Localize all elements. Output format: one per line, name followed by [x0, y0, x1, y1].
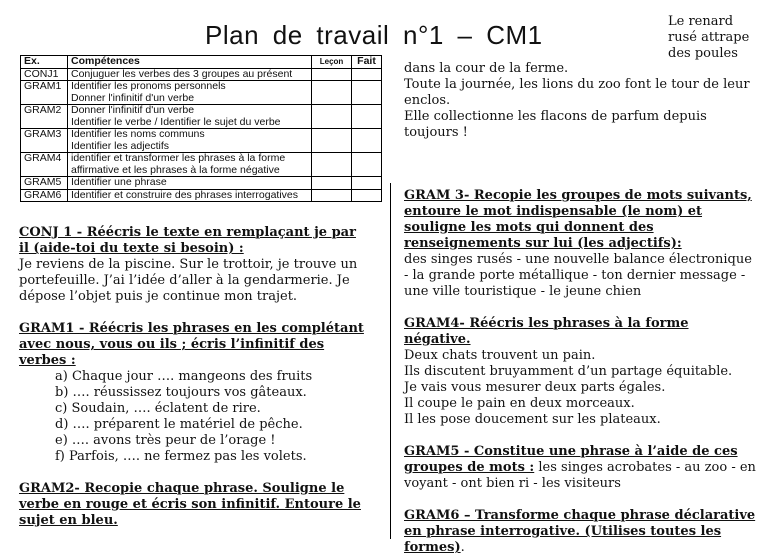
row-lecon-cell	[312, 105, 352, 129]
row-ex: CONJ1	[21, 68, 68, 81]
row-competence	[67, 153, 311, 177]
row-lecon-cell	[312, 68, 352, 81]
competence-line: Identifier les adjectifs	[70, 139, 170, 152]
row-competence	[67, 81, 311, 105]
row-fait-cell	[352, 153, 382, 177]
competence-line: Donner l'infinitif d'un verbe	[70, 91, 195, 104]
competence-line: Identifier une phrase	[70, 176, 167, 188]
gram3-text: des singes rusés - une nouvelle balance électronique - la grande porte métallique - ton dernier message - une ville touristique - le jeune chien	[404, 252, 752, 299]
gram1-list	[19, 369, 369, 465]
sentence-line: Deux chats trouvent un pain.	[404, 348, 596, 363]
row-fait-cell	[352, 129, 382, 153]
row-lecon-cell	[312, 81, 352, 105]
list-item: e) …. avons très peur de l’orage !	[55, 433, 276, 448]
top-right-note: Le renard rusé attrape des poules	[668, 14, 750, 61]
row-fait-cell	[352, 105, 382, 129]
row-fait-cell	[352, 189, 382, 202]
row-competence	[67, 189, 311, 202]
row-fait-cell	[352, 177, 382, 190]
row-lecon-cell	[312, 189, 352, 202]
table-row	[21, 189, 382, 202]
gram5-heading: GRAM5 - Constitue une phrase à l’aide de ces groupes de mots :	[404, 444, 738, 475]
gram1-heading: GRAM1 - Réécris les phrases en les complétant avec nous, vous ou ils ; écris l’infinitif des verbes :	[19, 321, 364, 368]
right-column	[404, 188, 758, 556]
list-item: b) …. réussissez toujours vos gâteaux.	[55, 385, 307, 400]
row-ex: GRAM5	[21, 177, 68, 190]
row-ex: GRAM6	[21, 189, 68, 202]
list-item: d) …. préparent le matériel de pêche.	[55, 417, 303, 432]
gram6-block	[404, 508, 758, 556]
page-title: Plan de travail n°1 – CM1	[205, 20, 543, 50]
sentence-line: Elle collectionne les flacons de parfum depuis toujours !	[404, 109, 707, 140]
row-lecon-cell	[312, 153, 352, 177]
gram2-heading: GRAM2- Recopie chaque phrase. Souligne le verbe en rouge et écris son infinitif. Entoure le sujet en bleu.	[19, 481, 361, 528]
gram6-heading: GRAM6 – Transforme chaque phrase déclarative en phrase interrogative. (Utilises toutes les formes)	[404, 508, 756, 555]
sentence-line: Je vais vous mesurer deux parts égales.	[404, 380, 666, 395]
row-competence	[67, 68, 311, 81]
sentence-line: dans la cour de la ferme.	[404, 61, 569, 76]
right-top-sentences	[404, 61, 764, 141]
competence-line: Identifier et construire des phrases interrogatives	[70, 188, 299, 201]
sentence-line: Il les pose doucement sur les plateaux.	[404, 412, 661, 427]
sentence-line: Toute la journée, les lions du zoo font le tour de leur enclos.	[404, 77, 750, 108]
gram3-heading: GRAM 3- Recopie les groupes de mots suivants, entoure le mot indispensable (le nom) et souligne les mots qui donnent des renseignements sur lui (les adjectifs):	[404, 188, 752, 251]
competence-line: affirmative et les phrases à la forme négative	[70, 163, 280, 176]
row-competence	[67, 129, 311, 153]
gram5-block	[404, 444, 758, 492]
row-competence	[67, 177, 311, 190]
header-fait: Fait	[352, 56, 382, 69]
table-header-row	[21, 56, 382, 69]
row-ex: GRAM4	[21, 153, 68, 177]
competences-table	[20, 55, 382, 202]
table-row	[21, 68, 382, 81]
conj1-text: Je reviens de la piscine. Sur le trottoir, je trouve un portefeuille. J’ai l’idée d’aller à la gendarmerie. Je dépose l’objet puis je continue mon trajet.	[19, 257, 358, 304]
row-lecon-cell	[312, 129, 352, 153]
row-competence	[67, 105, 311, 129]
list-item: f) Parfois, …. ne fermez pas les volets.	[55, 449, 307, 464]
row-ex: GRAM1	[21, 81, 68, 105]
competence-line: identifier et transformer les phrases à la forme	[70, 152, 286, 164]
table-row	[21, 81, 382, 105]
table-row	[21, 129, 382, 153]
competence-line: Identifier le verbe / Identifier le sujet du verbe	[70, 115, 281, 128]
gram5-text: les singes acrobates - au zoo - en voyant - ont bien ri - les visiteurs	[404, 460, 756, 491]
header-lecon: Leçon	[312, 56, 352, 69]
list-item: c) Soudain, …. éclatent de rire.	[55, 401, 261, 416]
gram6-tail: .	[460, 540, 465, 555]
row-ex: GRAM3	[21, 129, 68, 153]
competence-line: Identifier les noms communs	[70, 128, 205, 140]
sentence-line: Il coupe le pain en deux morceaux.	[404, 396, 635, 411]
table-row	[21, 177, 382, 190]
sentence-line: Ils discutent bruyamment d’un partage équitable.	[404, 364, 733, 379]
row-lecon-cell	[312, 177, 352, 190]
competence-line: Identifier les pronoms personnels	[70, 80, 226, 92]
row-fait-cell	[352, 68, 382, 81]
column-divider	[390, 183, 391, 539]
competence-line: Conjuguer les verbes des 3 groupes au présent	[70, 67, 293, 80]
left-column	[19, 225, 369, 529]
list-item: a) Chaque jour …. mangeons des fruits	[55, 369, 313, 384]
competence-line: Donner l'infinitif d'un verbe	[70, 104, 195, 116]
row-ex: GRAM2	[21, 105, 68, 129]
conj1-heading: CONJ 1 - Réécris le texte en remplaçant je par il (aide-toi du texte si besoin) :	[19, 225, 356, 256]
header-ex: Ex.	[21, 56, 68, 69]
row-fait-cell	[352, 81, 382, 105]
header-competences: Compétences	[67, 56, 311, 69]
table-row	[21, 105, 382, 129]
table-row	[21, 153, 382, 177]
gram4-heading: GRAM4- Réécris les phrases à la forme négative.	[404, 316, 689, 347]
